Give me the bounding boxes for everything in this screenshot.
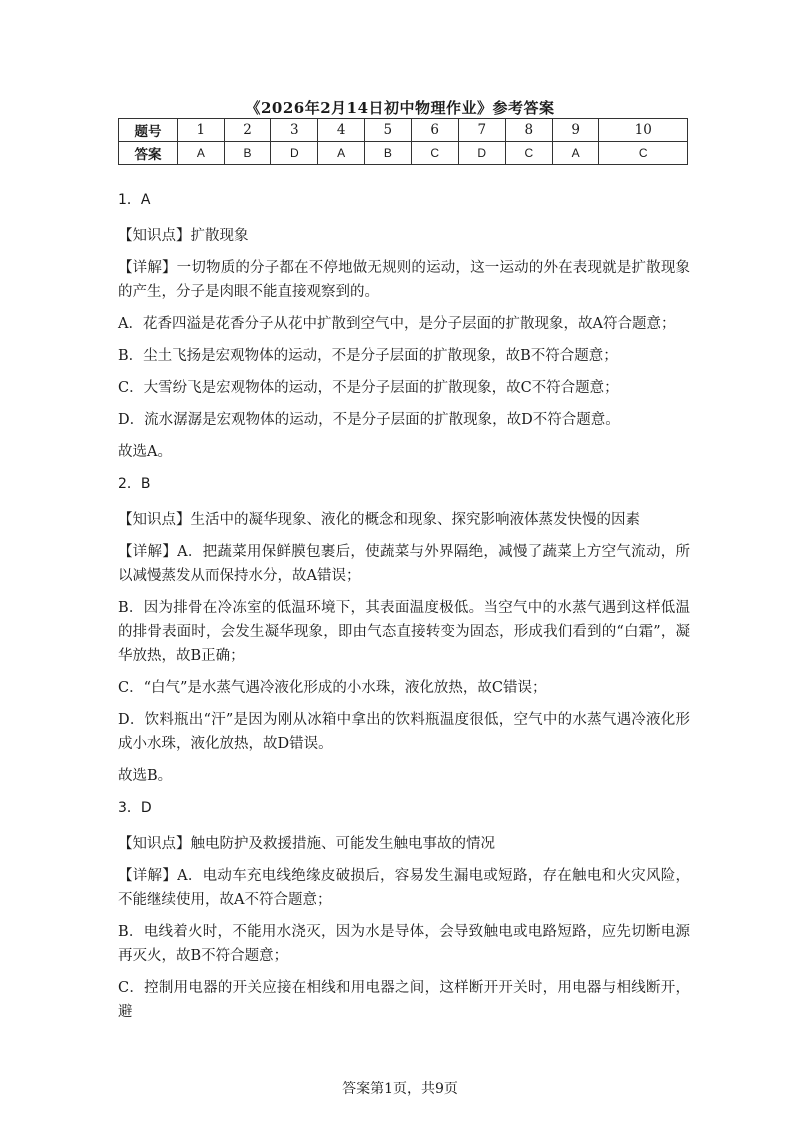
- table-cell: D: [271, 142, 318, 165]
- table-row-numbers: [119, 119, 688, 142]
- table-cell: 3: [271, 119, 318, 142]
- table-cell: A: [318, 142, 365, 165]
- table-cell: 9: [552, 119, 599, 142]
- knowledge-point: 【知识点】触电防护及救援措施、可能发生触电事故的情况: [118, 836, 495, 852]
- table-cell: 7: [458, 119, 505, 142]
- table-header-cell: 答案: [119, 142, 178, 165]
- table-cell: 2: [224, 119, 271, 142]
- table-cell: 8: [505, 119, 552, 142]
- detail-paragraph: 【详解】A．电动车充电线绝缘皮破损后，容易发生漏电或短路，存在触电和火灾风险，不能继续使用，故A不符合题意；: [118, 868, 690, 908]
- answer-table: [118, 118, 688, 165]
- table-cell: 5: [365, 119, 412, 142]
- option-explanation: B．因为排骨在冷冻室的低温环境下，其表面温度极低。当空气中的水蒸气遇到这样低温的排骨表面时，会发生凝华现象，即由气态直接转变为固态，形成我们看到的“白霜”，凝华放热，故B正确；: [118, 600, 690, 664]
- table-cell: B: [224, 142, 271, 165]
- table-cell: 4: [318, 119, 365, 142]
- table-header-cell: 题号: [119, 119, 178, 142]
- question-number: 2．B: [118, 476, 151, 492]
- option-explanation: C．大雪纷飞是宏观物体的运动，不是分子层面的扩散现象，故C不符合题意；: [118, 380, 619, 396]
- table-row-answers: [119, 142, 688, 165]
- detail-paragraph: 【详解】一切物质的分子都在不停地做无规则的运动，这一运动的外在表现就是扩散现象的产生，分子是肉眼不能直接观察到的。: [118, 260, 690, 300]
- table-cell: 6: [411, 119, 458, 142]
- conclusion: 故选A。: [118, 444, 172, 460]
- option-explanation: B．尘土飞扬是宏观物体的运动，不是分子层面的扩散现象，故B不符合题意；: [118, 348, 618, 364]
- table-cell: 1: [178, 119, 225, 142]
- table-cell: C: [505, 142, 552, 165]
- option-explanation: B．电线着火时，不能用水浇灭，因为水是导体，会导致触电或电路短路，应先切断电源再灭火，故B不符合题意；: [118, 924, 690, 964]
- table-cell: C: [411, 142, 458, 165]
- page-title: 《2026年2月14日初中物理作业》参考答案: [245, 99, 555, 117]
- option-explanation: A．花香四溢是花香分子从花中扩散到空气中，是分子层面的扩散现象，故A符合题意；: [118, 316, 676, 332]
- knowledge-point: 【知识点】生活中的凝华现象、液化的概念和现象、探究影响液体蒸发快慢的因素: [118, 512, 640, 528]
- table-cell: 10: [599, 119, 688, 142]
- table-cell: A: [178, 142, 225, 165]
- detail-paragraph: 【详解】A．把蔬菜用保鲜膜包裹后，使蔬菜与外界隔绝，减慢了蔬菜上方空气流动，所以减慢蒸发从而保持水分，故A错误；: [118, 544, 690, 584]
- table-cell: A: [552, 142, 599, 165]
- question-number: 3．D: [118, 800, 152, 816]
- conclusion: 故选B。: [118, 768, 173, 784]
- page-footer: 答案第1页，共9页: [342, 1081, 458, 1097]
- table-cell: B: [365, 142, 412, 165]
- option-explanation: D．流水潺潺是宏观物体的运动，不是分子层面的扩散现象，故D不符合题意。: [118, 412, 620, 428]
- table-cell: C: [599, 142, 688, 165]
- table-cell: D: [458, 142, 505, 165]
- option-explanation: C．“白气”是水蒸气遇冷液化形成的小水珠，液化放热，故C错误；: [118, 680, 547, 696]
- answer-explanations: [118, 188, 690, 1032]
- option-explanation: C．控制用电器的开关应接在相线和用电器之间，这样断开开关时，用电器与相线断开，避: [118, 980, 690, 1020]
- option-explanation: D．饮料瓶出“汗”是因为刚从冰箱中拿出的饮料瓶温度很低，空气中的水蒸气遇冷液化形成小水珠，液化放热，故D错误。: [118, 712, 690, 752]
- knowledge-point: 【知识点】扩散现象: [118, 228, 249, 244]
- question-number: 1．A: [118, 192, 151, 208]
